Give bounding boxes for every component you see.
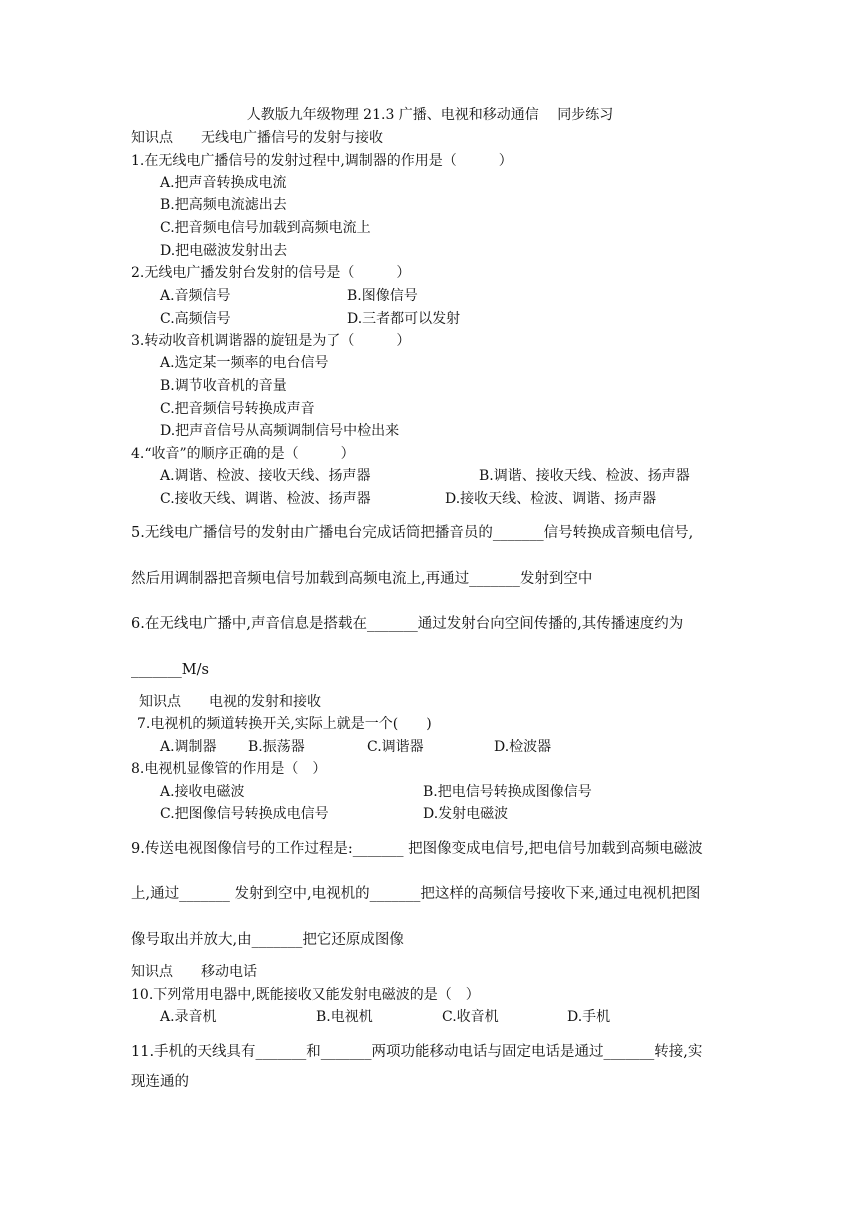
question-2-stem: 2.无线电广播发射台发射的信号是（ ）: [131, 265, 411, 281]
question-2-option-d: D.三者都可以发射: [347, 311, 461, 327]
question-3-option-b: B.调节收音机的音量: [160, 378, 287, 394]
question-10-option-d: D.手机: [567, 1009, 611, 1025]
question-6-line-1: 6.在无线电广播中,声音信息是搭载在_______通过发射台向空间传播的,其传播速度约为: [131, 616, 684, 632]
question-4-option-a: A.调谐、检波、接收天线、扬声器: [160, 468, 371, 484]
question-10-stem: 10.下列常用电器中,既能接收又能发射电磁波的是（ ）: [131, 987, 480, 1003]
question-2-option-b: B.图像信号: [347, 288, 418, 304]
document-title: 人教版九年级物理 21.3 广播、电视和移动通信 同步练习: [246, 107, 614, 123]
question-4-option-d: D.接收天线、检波、调谐、扬声器: [445, 491, 657, 507]
question-11-line-2: 现连通的: [131, 1074, 189, 1090]
question-2-option-a: A.音频信号: [160, 288, 231, 304]
question-5-line-2: 然后用调制器把音频电信号加载到高频电流上,再通过_______发射到空中: [131, 571, 593, 587]
question-4-option-c: C.接收天线、调谐、检波、扬声器: [160, 491, 371, 507]
question-8-stem: 8.电视机显像管的作用是（ ）: [131, 761, 327, 777]
question-4-stem: 4.“收音”的顺序正确的是（ ）: [131, 446, 355, 462]
question-1-option-a: A.把声音转换成电流: [160, 175, 287, 191]
section-heading-radio: 知识点 无线电广播信号的发射与接收: [131, 130, 383, 146]
question-8-option-d: D.发射电磁波: [423, 806, 509, 822]
section-heading-mobile: 知识点 移动电话: [131, 964, 257, 980]
section-heading-tv: 知识点 电视的发射和接收: [139, 694, 321, 710]
question-7-option-d: D.检波器: [494, 739, 552, 755]
question-7-option-a: A.调制器: [160, 739, 217, 755]
question-9-line-1: 9.传送电视图像信号的工作过程是:_______ 把图像变成电信号,把电信号加载到高频电磁波: [131, 841, 703, 857]
question-10-option-b: B.电视机: [316, 1009, 373, 1025]
question-3-option-d: D.把声音信号从高频调制信号中检出来: [160, 423, 400, 439]
question-7-option-c: C.调谐器: [367, 739, 424, 755]
question-5-line-1: 5.无线电广播信号的发射由广播电台完成话筒把播音员的_______信号转换成音频电信号,: [131, 525, 694, 541]
question-1-option-b: B.把高频电流滤出去: [160, 197, 287, 213]
question-3-option-a: A.选定某一频率的电台信号: [160, 355, 329, 371]
question-2-option-c: C.高频信号: [160, 311, 231, 327]
question-10-option-a: A.录音机: [160, 1009, 217, 1025]
question-1-stem: 1.在无线电广播信号的发射过程中,调制器的作用是（ ）: [131, 153, 513, 169]
question-10-option-c: C.收音机: [442, 1009, 499, 1025]
question-7-option-b: B.振荡器: [248, 739, 305, 755]
question-11-line-1: 11.手机的天线具有_______和_______两项功能移动电话与固定电话是通过_______转接,实: [131, 1044, 703, 1060]
question-1-option-d: D.把电磁波发射出去: [160, 243, 288, 259]
question-3-stem: 3.转动收音机调谐器的旋钮是为了（ ）: [131, 333, 411, 349]
question-8-option-b: B.把电信号转换成图像信号: [423, 784, 592, 800]
question-1-option-c: C.把音频电信号加载到高频电流上: [160, 220, 371, 236]
question-6-line-2: _______M/s: [131, 662, 209, 678]
question-4-option-b: B.调谐、接收天线、检波、扬声器: [479, 468, 690, 484]
question-8-option-a: A.接收电磁波: [160, 784, 245, 800]
question-8-option-c: C.把图像信号转换成电信号: [160, 806, 329, 822]
question-3-option-c: C.把音频信号转换成声音: [160, 401, 315, 417]
question-9-line-3: 像号取出并放大,由_______把它还原成图像: [131, 932, 404, 948]
question-9-line-2: 上,通过_______ 发射到空中,电视机的_______把这样的高频信号接收下来,通过电视机把图: [131, 886, 701, 902]
question-7-stem: 7.电视机的频道转换开关,实际上就是一个( ): [137, 716, 432, 732]
